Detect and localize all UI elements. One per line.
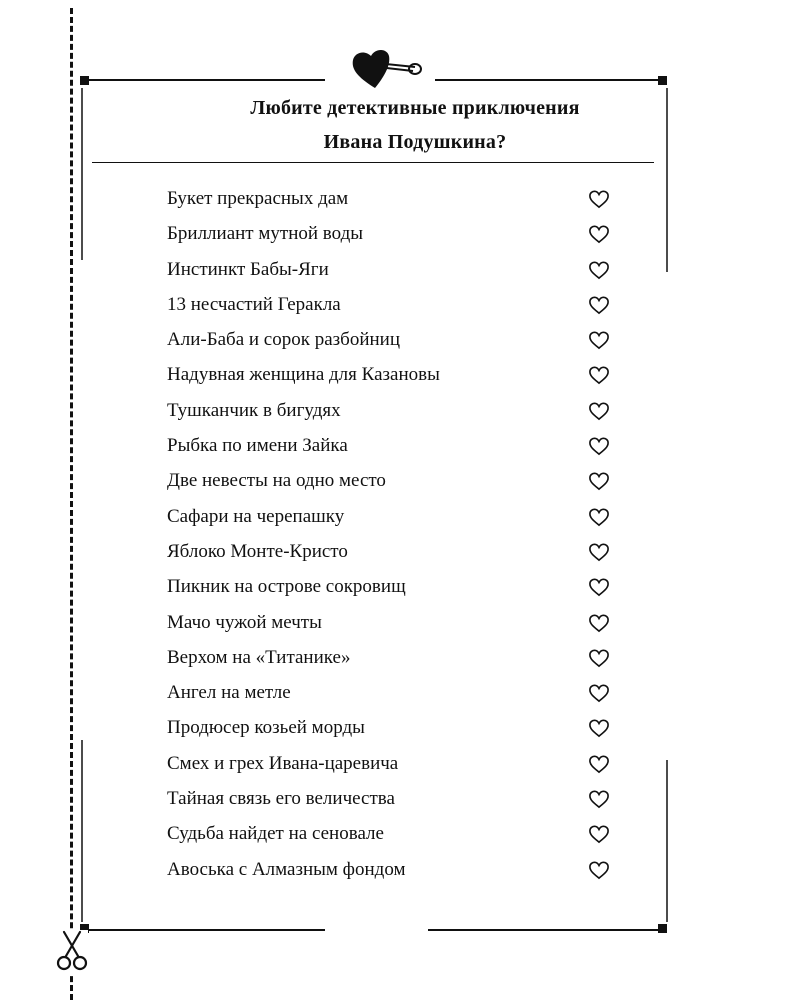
heart-outline-icon[interactable] — [588, 860, 610, 880]
heart-outline-icon[interactable] — [588, 648, 610, 668]
heart-outline-icon[interactable] — [588, 330, 610, 350]
book-title: Две невесты на одно место — [167, 470, 386, 492]
list-item — [167, 499, 627, 534]
heart-outline-icon[interactable] — [588, 471, 610, 491]
book-title: Авоська с Алмазным фондом — [167, 858, 406, 880]
list-item — [167, 393, 627, 428]
book-title: Бриллиант мутной воды — [167, 223, 364, 245]
list-item — [167, 816, 627, 851]
heart-outline-icon[interactable] — [588, 718, 610, 738]
page-title: Любите детективные приключения — [250, 97, 580, 119]
book-title: Сафари на черепашку — [167, 505, 345, 527]
book-title: Рыбка по имени Зайка — [167, 435, 348, 457]
book-title: Судьба найдет на сеновале — [167, 823, 384, 845]
heart-outline-icon[interactable] — [588, 577, 610, 597]
heart-outline-icon[interactable] — [588, 542, 610, 562]
list-item — [167, 428, 627, 463]
book-title: Пикник на острове сокровищ — [167, 576, 406, 598]
book-title: Мачо чужой мечты — [167, 611, 322, 633]
book-title: Надувная женщина для Казановы — [167, 364, 440, 386]
list-item — [167, 252, 627, 287]
list-item — [167, 710, 627, 745]
heart-outline-icon[interactable] — [588, 824, 610, 844]
heart-outline-icon[interactable] — [588, 507, 610, 527]
book-list — [167, 181, 627, 887]
list-item — [167, 463, 627, 498]
list-item — [167, 534, 627, 569]
heart-outline-icon[interactable] — [588, 401, 610, 421]
list-item — [167, 287, 627, 322]
list-item — [167, 322, 627, 357]
heart-outline-icon[interactable] — [588, 295, 610, 315]
book-title: Продюсер козьей морды — [167, 717, 365, 739]
page-title-line2: Ивана Подушкина? — [323, 131, 507, 153]
list-item — [167, 216, 627, 251]
list-item — [167, 181, 627, 216]
book-title: Яблоко Монте-Кристо — [167, 540, 348, 562]
heart-pin-icon — [345, 44, 425, 94]
book-title: Верхом на «Титанике» — [167, 646, 351, 668]
list-item — [167, 569, 627, 604]
book-title: Ангел на метле — [167, 682, 291, 704]
book-title: Инстинкт Бабы-Яги — [167, 258, 329, 280]
list-item — [167, 852, 627, 887]
heart-outline-icon[interactable] — [588, 224, 610, 244]
book-title: 13 несчастий Геракла — [167, 293, 341, 315]
title-divider — [92, 162, 654, 163]
list-item — [167, 781, 627, 816]
heart-outline-icon[interactable] — [588, 436, 610, 456]
book-title: Букет прекрасных дам — [167, 188, 349, 209]
list-item — [167, 640, 627, 675]
heart-outline-icon[interactable] — [588, 789, 610, 809]
book-title: Смех и грех Ивана-царевича — [167, 752, 399, 774]
list-item — [167, 675, 627, 710]
book-title: Тайная связь его величества — [167, 788, 395, 810]
heart-outline-icon[interactable] — [588, 189, 610, 209]
list-item — [167, 746, 627, 781]
heart-outline-icon[interactable] — [588, 683, 610, 703]
list-item — [167, 357, 627, 392]
heart-outline-icon[interactable] — [588, 365, 610, 385]
heart-outline-icon[interactable] — [588, 260, 610, 280]
book-title: Али-Баба и сорок разбойниц — [167, 329, 401, 351]
heart-outline-icon[interactable] — [588, 613, 610, 633]
book-title: Тушканчик в бигудях — [167, 399, 341, 421]
scissors-icon — [56, 930, 88, 974]
list-item — [167, 605, 627, 640]
heart-outline-icon[interactable] — [588, 754, 610, 774]
